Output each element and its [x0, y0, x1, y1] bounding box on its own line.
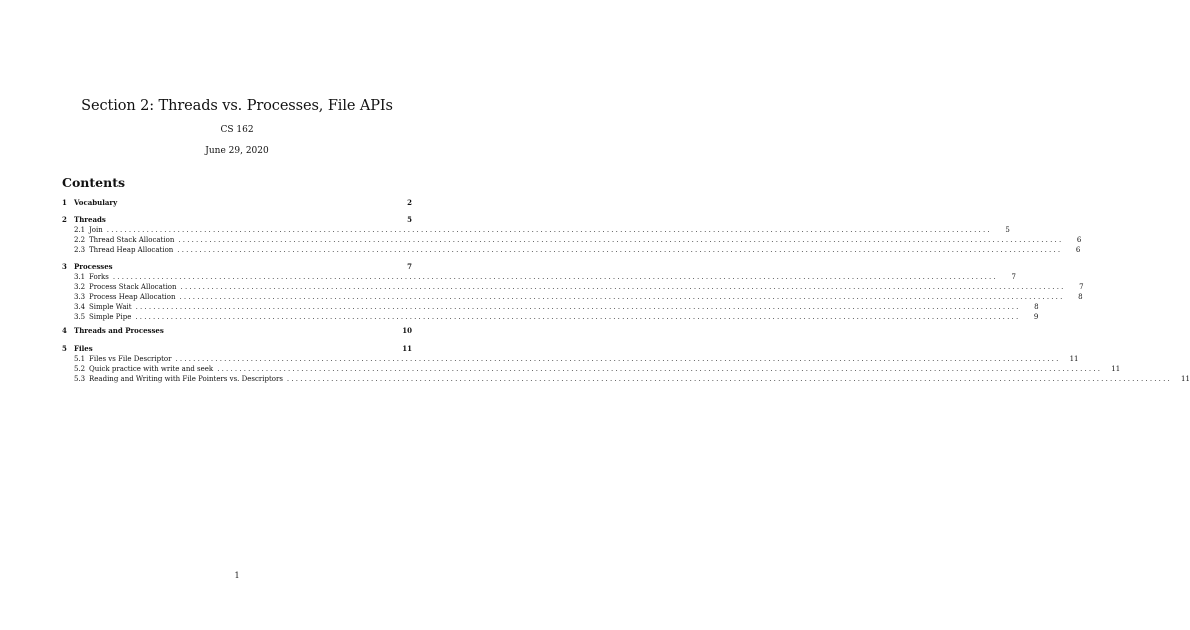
toc-subsection-number: 5.1	[74, 355, 86, 363]
toc-subsection-page: 6	[1076, 236, 1082, 244]
toc-subsection-page: 8	[1078, 293, 1083, 301]
toc-subsection-title: Join	[89, 226, 103, 234]
toc-subsection-title: Process Heap Allocation	[89, 293, 176, 301]
toc-section-page: 11	[402, 344, 412, 353]
toc-subsection-title: Quick practice with write and seek	[89, 365, 214, 373]
toc-subsection-process-stack-allocation[interactable]	[74, 282, 1084, 292]
toc-subsection-simple-wait[interactable]	[74, 302, 1039, 312]
toc-section-page: 2	[407, 198, 412, 207]
toc-leader-dots: ........................................................................................................................................................................................................	[175, 355, 1061, 363]
toc-subsection-number: 2.3	[74, 246, 86, 254]
toc-section-page: 10	[402, 326, 412, 335]
toc-subsection-page: 9	[1033, 313, 1039, 321]
toc-subsection-title: Thread Stack Allocation	[89, 236, 175, 244]
toc-section-threads-and-processes[interactable]	[62, 326, 412, 336]
toc-subsection-page: 7	[1079, 283, 1084, 291]
toc-section-files[interactable]	[62, 344, 412, 354]
toc-subsection-thread-heap-allocation[interactable]	[74, 245, 1081, 255]
toc-section-processes[interactable]	[62, 262, 412, 272]
toc-subsection-number: 2.1	[74, 226, 86, 234]
toc-section-number: 3	[62, 262, 67, 271]
toc-section-title: Files	[74, 344, 93, 353]
toc-subsection-number: 3.5	[74, 313, 86, 321]
toc-subsection-page: 11	[1069, 355, 1079, 363]
toc-subsection-title: Simple Wait	[89, 303, 132, 311]
toc-leader-dots: ........................................................................................................................................................................................................	[177, 246, 1063, 254]
toc-subsection-title: Thread Heap Allocation	[89, 246, 174, 254]
toc-section-threads[interactable]	[62, 215, 412, 225]
document-title: Section 2: Threads vs. Processes, File APIs	[81, 98, 393, 114]
toc-section-title: Processes	[74, 262, 113, 271]
toc-leader-dots: ........................................................................................................................................................................................................	[135, 313, 1021, 321]
toc-subsection-number: 2.2	[74, 236, 86, 244]
toc-subsection-page: 5	[1005, 226, 1010, 234]
toc-subsection-number: 3.4	[74, 303, 86, 311]
toc-leader-dots: ........................................................................................................................................................................................................	[135, 303, 1021, 311]
toc-leader-dots: ........................................................................................................................................................................................................	[112, 273, 998, 281]
toc-subsection-page: 11	[1181, 375, 1190, 383]
toc-section-title: Threads and Processes	[74, 326, 164, 335]
document-date: June 29, 2020	[205, 146, 269, 156]
toc-leader-dots: ........................................................................................................................................................................................................	[180, 283, 1066, 291]
toc-subsection-title: Reading and Writing with File Pointers vs. Descriptors	[89, 375, 283, 383]
toc-section-number: 5	[62, 344, 67, 353]
toc-section-number: 4	[62, 326, 67, 335]
toc-subsection-thread-stack-allocation[interactable]	[74, 235, 1082, 245]
toc-subsection-forks[interactable]	[74, 272, 1016, 282]
toc-subsection-number: 5.3	[74, 375, 86, 383]
page-number: 1	[234, 571, 240, 580]
toc-subsection-page: 11	[1111, 365, 1121, 373]
toc-subsection-title: Simple Pipe	[89, 313, 132, 321]
toc-subsection-simple-pipe[interactable]	[74, 312, 1039, 322]
toc-leader-dots: ........................................................................................................................................................................................................	[178, 236, 1064, 244]
toc-section-vocabulary[interactable]	[62, 198, 412, 208]
toc-section-page: 7	[407, 262, 412, 271]
toc-subsection-quick-practice[interactable]	[74, 364, 1121, 374]
toc-subsection-page: 8	[1034, 303, 1039, 311]
toc-leader-dots: ........................................................................................................................................................................................................	[179, 293, 1065, 301]
toc-section-number: 2	[62, 215, 67, 224]
toc-subsection-number: 3.1	[74, 273, 86, 281]
toc-subsection-page: 6	[1075, 246, 1081, 254]
toc-leader-dots: ........................................................................................................................................................................................................	[286, 375, 1172, 383]
toc-subsection-page: 7	[1011, 273, 1016, 281]
toc-section-number: 1	[62, 198, 67, 207]
toc-subsection-number: 5.2	[74, 365, 86, 373]
toc-section-page: 5	[407, 215, 412, 224]
toc-section-title: Vocabulary	[74, 198, 118, 207]
toc-subsection-number: 3.2	[74, 283, 86, 291]
course-name: CS 162	[220, 125, 254, 135]
toc-subsection-title: Files vs File Descriptor	[89, 355, 172, 363]
toc-section-title: Threads	[74, 215, 106, 224]
toc-subsection-number: 3.3	[74, 293, 86, 301]
toc-subsection-reading-and-writing[interactable]	[74, 374, 1190, 384]
toc-subsection-files-vs-file-descriptor[interactable]	[74, 354, 1079, 364]
toc-subsection-process-heap-allocation[interactable]	[74, 292, 1083, 302]
toc-subsection-join[interactable]	[74, 225, 1010, 235]
toc-leader-dots: ........................................................................................................................................................................................................	[217, 365, 1103, 373]
toc-subsection-title: Process Stack Allocation	[89, 283, 177, 291]
contents-heading: Contents	[62, 175, 126, 190]
toc-subsection-title: Forks	[89, 273, 109, 281]
toc-leader-dots: ........................................................................................................................................................................................................	[106, 226, 992, 234]
